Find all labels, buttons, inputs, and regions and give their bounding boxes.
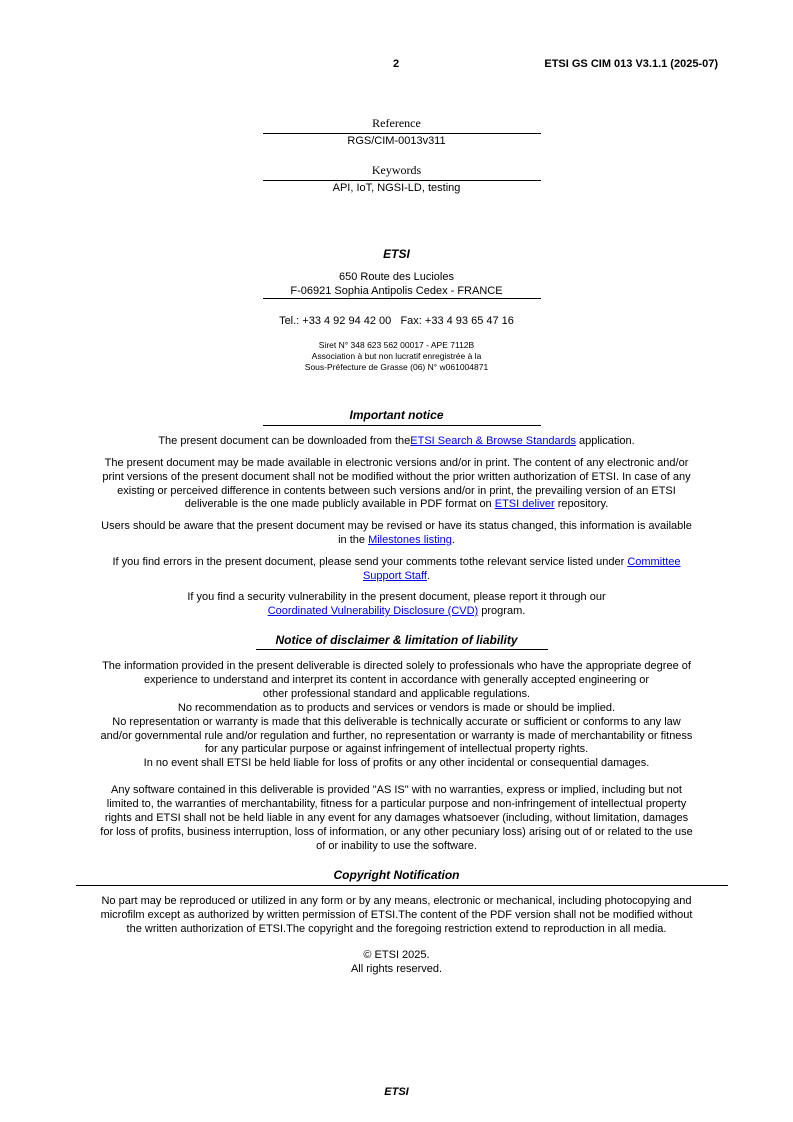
text-line: The present document may be made available in electronic versions and/or in print. The content of any electronic and/or (104, 457, 689, 469)
address-line2: F-06921 Sophia Antipolis Cedex - FRANCE (290, 285, 503, 297)
committee-support-staff-link[interactable]: Committee (627, 556, 681, 568)
text-line: The information provided in the present deliverable is directed solely to professionals who have the appropriate degree of (102, 660, 691, 672)
text: If you find errors in the present document, please send your comments tothe relevant service listed under (112, 556, 628, 568)
text-line: microfilm except as authorized by written permission of ETSI.The content of the PDF version shall not be modified without (100, 909, 693, 921)
reference-label: Reference (372, 116, 421, 130)
text-line: for loss of profits, business interruption, loss of information, or any other pecuniary loss) arising out of or related to the use (100, 825, 693, 838)
text: program. (478, 605, 526, 617)
text-line: rights and ETSI shall not be held liable in any event for any damages whatsoever (including, without limitation, damages (104, 811, 689, 824)
text-line: Users should be aware that the present document may be revised or have its status changed, this information is available (101, 520, 692, 532)
text-line (0, 605, 793, 618)
text-line: existing or perceived difference in contents between such versions and/or in print, the prevailing version of an ETSI (117, 485, 676, 497)
text-line: experience to understand and interpret its content in accordance with generally accepted engineering or (143, 673, 650, 686)
document-id: ETSI GS CIM 013 V3.1.1 (2025-07) (544, 58, 718, 70)
org-name: ETSI (383, 247, 410, 261)
text-line: limited to, the warranties of merchantability, fitness for a particular purpose and non-infringement of intellectual property (106, 797, 687, 810)
copyright-year: © ETSI 2025. (363, 949, 430, 961)
text-line (0, 498, 793, 511)
divider (263, 298, 541, 299)
text: repository. (554, 498, 609, 510)
etsi-search-browse-link[interactable]: ETSI Search & Browse Standards (410, 435, 576, 447)
reference-value: RGS/CIM-0013v311 (347, 135, 446, 147)
address-line1: 650 Route des Lucioles (339, 271, 454, 283)
siret: Siret N° 348 623 562 00017 - APE 7112B (318, 340, 475, 350)
text-line (0, 570, 793, 583)
text-line: the written authorization of ETSI.The copyright and the foregoing restriction extend to reproduction in all media. (126, 923, 667, 935)
text-line: Any software contained in this deliverable is provided "AS IS" with no warranties, express or implied, including but not (111, 784, 682, 796)
text-line: other professional standard and applicable regulations. (262, 687, 531, 700)
divider (76, 885, 728, 886)
committee-support-staff-link[interactable]: Support Staff (362, 570, 427, 582)
text-line: for any particular purpose or against infringement of intellectual property rights. (204, 743, 589, 756)
footer-org: ETSI (384, 1086, 409, 1098)
divider (263, 180, 541, 181)
page-number: 2 (393, 58, 400, 70)
cvd-link[interactable]: Coordinated Vulnerability Disclosure (CVD) (267, 605, 479, 617)
text-line (0, 534, 793, 547)
association: Association à but non lucratif enregistrée à la (311, 351, 482, 361)
text: application. (575, 435, 635, 447)
text: The present document can be downloaded from the (158, 435, 411, 447)
text-line: and/or governmental rule and/or regulation and further, no representation or warranty is made of merchantability or fitness (100, 729, 693, 742)
download-paragraph (0, 435, 793, 448)
etsi-deliver-link[interactable]: ETSI deliver (494, 498, 555, 510)
prefecture: Sous-Préfecture de Grasse (06) N° w061004871 (304, 362, 489, 372)
text: deliverable is the one made publicly available in PDF format on (184, 498, 495, 510)
important-notice-title: Important notice (349, 408, 444, 422)
text: in the (338, 534, 369, 546)
contact-phone-fax: Tel.: +33 4 92 94 42 00 Fax: +33 4 93 65 47 16 (279, 315, 514, 327)
divider (263, 425, 541, 426)
copyright-title: Copyright Notification (333, 868, 460, 882)
milestones-listing-link[interactable]: Milestones listing (368, 534, 452, 546)
text: . (426, 570, 431, 582)
divider (256, 649, 548, 650)
text-line: of or inability to use the software. (316, 839, 477, 852)
text-line: If you find a security vulnerability in the present document, please report it through our (187, 591, 606, 603)
text-line: No part may be reproduced or utilized in any form or by any means, electronic or mechanical, including photocopying and (101, 895, 692, 907)
keywords-label: Keywords (371, 163, 422, 177)
text-line: No representation or warranty is made that this deliverable is technically accurate or sufficient or conforms to any law (112, 715, 681, 728)
text-line: print versions of the present document shall not be modified without the prior written authorization of ETSI. In case of any (102, 471, 691, 483)
keywords-value: API, IoT, NGSI-LD, testing (332, 182, 461, 194)
text-line (0, 556, 793, 569)
divider (263, 133, 541, 134)
text-line: No recommendation as to products and services or vendors is made or should be implied. (177, 701, 616, 714)
all-rights-reserved: All rights reserved. (350, 963, 443, 975)
disclaimer-title: Notice of disclaimer & limitation of liability (275, 633, 518, 647)
text-line: In no event shall ETSI be held liable for loss of profits or any other incidental or consequential damages. (143, 757, 650, 770)
text: . (451, 534, 455, 546)
